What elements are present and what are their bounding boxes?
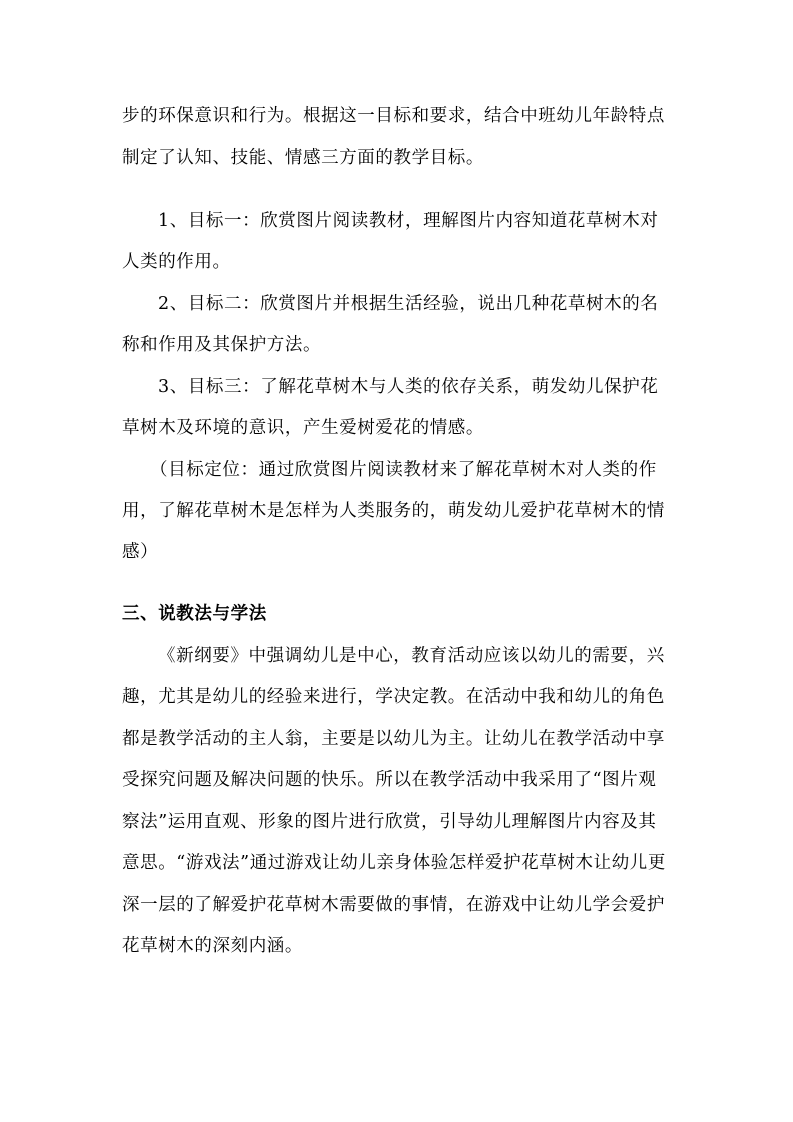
intro-line-2: 制定了认知、技能、情感三方面的教学目标。: [122, 148, 484, 168]
section-3-line-5: 察法”运用直观、形象的图片进行欣赏，引导幼儿理解图片内容及其: [122, 812, 657, 832]
intro-line-1: 步的环保意识和行为。根据这一目标和要求，结合中班幼儿年龄特点: [122, 106, 665, 126]
section-3-line-4: 受探究问题及解决问题的快乐。所以在教学活动中我采用了“图片观: [122, 770, 657, 790]
section-3-line-3: 都是教学活动的主人翁，主要是以幼儿为主。让幼儿在教学活动中享: [122, 729, 665, 749]
goal-1-line-1: 1、目标一：欣赏图片阅读教材，理解图片内容知道花草树木对: [158, 211, 659, 231]
section-3-line-2: 趣，尤其是幼儿的经验来进行，学决定教。在活动中我和幼儿的角色: [122, 687, 665, 707]
goal-2-line-1: 2、目标二：欣赏图片并根据生活经验，说出几种花草树木的名: [158, 294, 659, 314]
section-3-heading: 三、说教法与学法: [122, 604, 267, 624]
positioning-line-2: 用，了解花草树木是怎样为人类服务的，萌发幼儿爱护花草树木的情: [122, 501, 665, 521]
goal-2-line-2: 称和作用及其保护方法。: [122, 335, 322, 355]
section-3-line-1: 《新纲要》中强调幼儿是中心，教育活动应该以幼儿的需要，兴: [158, 646, 665, 666]
goal-1-line-2: 人类的作用。: [122, 252, 231, 272]
section-3-line-8: 花草树木的深刻内涵。: [122, 936, 303, 956]
section-3-line-6: 意思。“游戏法”通过游戏让幼儿亲身体验怎样爱护花草树木让幼儿更: [122, 853, 666, 873]
goal-3-line-2: 草树木及环境的意识，产生爱树爱花的情感。: [122, 418, 484, 438]
positioning-line-3: 感）: [122, 542, 159, 562]
positioning-line-1: （目标定位：通过欣赏图片阅读教材来了解花草树木对人类的作: [150, 460, 657, 480]
goal-3-line-1: 3、目标三：了解花草树木与人类的依存关系，萌发幼儿保护花: [158, 377, 659, 397]
section-3-line-7: 深一层的了解爱护花草树木需要做的事情，在游戏中让幼儿学会爱护: [122, 895, 665, 915]
